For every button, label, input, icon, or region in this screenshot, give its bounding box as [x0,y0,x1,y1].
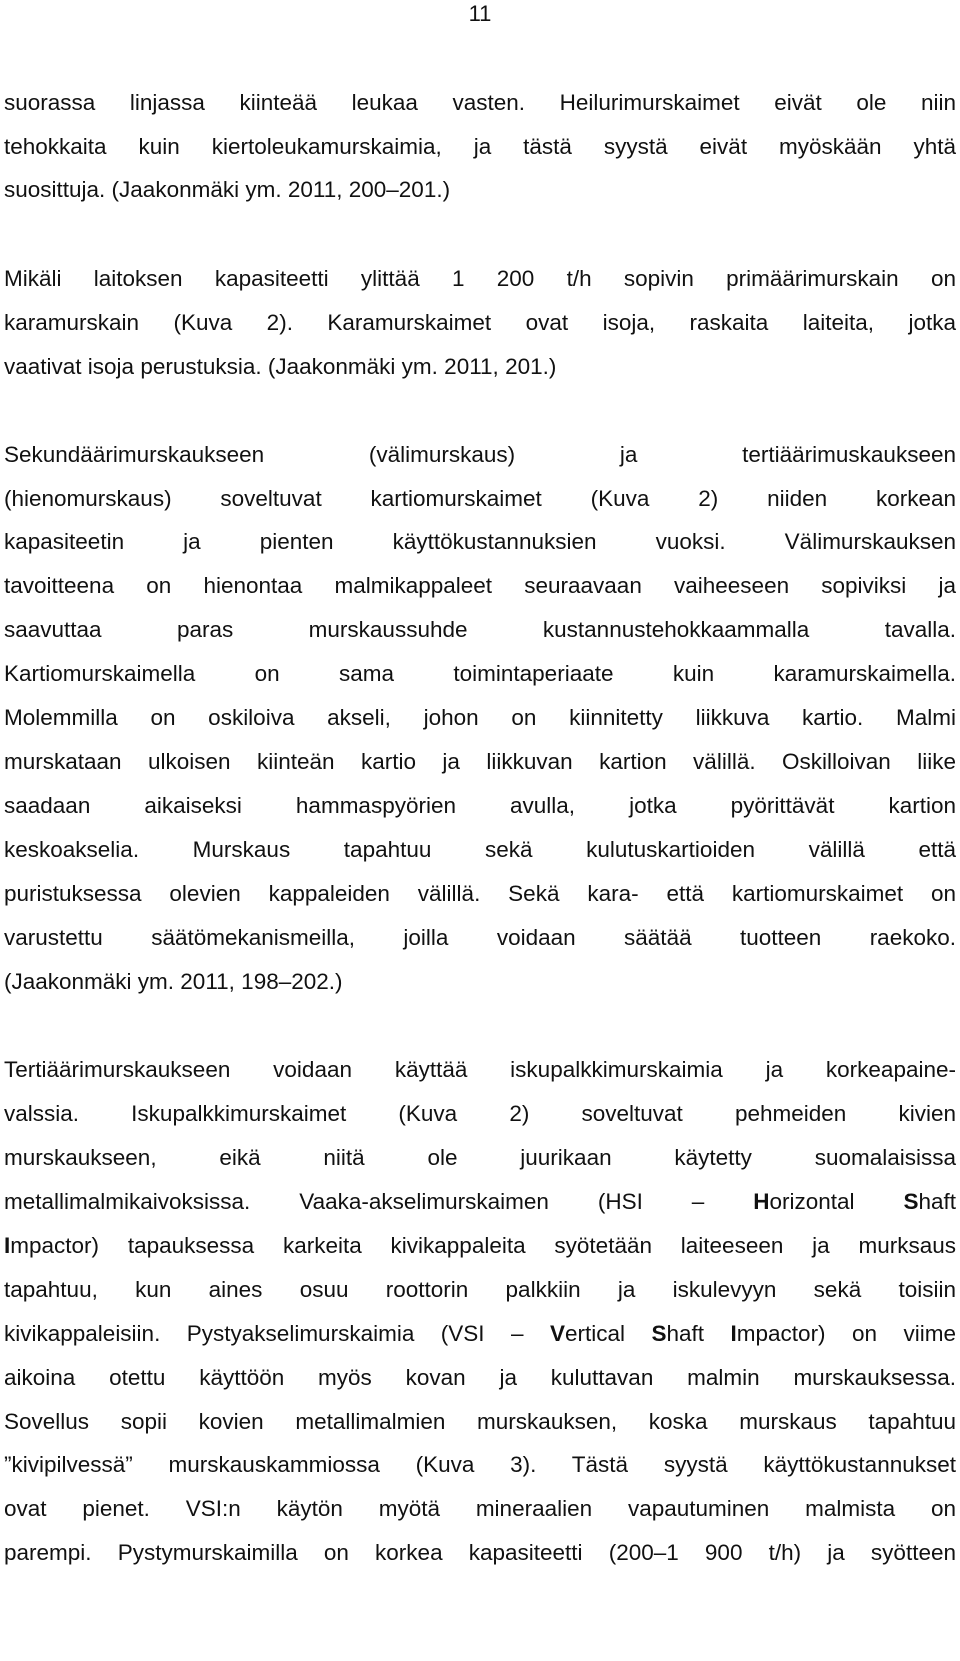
text-line: tehokkaita kuin kiertoleukamurskaimia, ja tästä syystä eivät myöskään yhtä [4,134,956,159]
text-line: suorassa linjassa kiinteää leukaa vasten. Heilurimurskaimet eivät ole niin [4,90,956,115]
text-line: (Jaakonmäki ym. 2011, 198–202.) [4,969,343,994]
text-line: parempi. Pystymurskaimilla on korkea kapasiteetti (200–1 900 t/h) ja syötteen [4,1540,956,1565]
text-line: Tertiäärimurskaukseen voidaan käyttää iskupalkkimurskaimia ja korkeapaine- [4,1057,956,1082]
text-line: murskataan ulkoisen kiinteän kartio ja liikkuvan kartion välillä. Oskilloivan liike [4,749,956,774]
text-line: tapahtuu, kun aines osuu roottorin palkkiin ja iskulevyyn sekä toisiin [4,1277,956,1302]
text-line: saadaan aikaiseksi hammaspyörien avulla, jotka pyörittävät kartion [4,793,956,818]
text-line: vaativat isoja perustuksia. (Jaakonmäki ym. 2011, 201.) [4,354,557,379]
page-number: 11 [468,1,492,26]
text-line: metallimalmikaivoksissa. Vaaka-akselimurskaimen (HSI – Horizontal Shaft [4,1189,957,1214]
text-line: suosittuja. (Jaakonmäki ym. 2011, 200–201.) [4,177,451,202]
text-line: kapasiteetin ja pienten käyttökustannuksien vuoksi. Välimurskauksen [4,529,956,554]
text-line: Impactor) tapauksessa karkeita kivikappaleita syötetään laiteeseen ja murksaus [4,1233,956,1258]
text-line: puristuksessa olevien kappaleiden välillä. Sekä kara- että kartiomurskaimet on [4,881,956,906]
text-line: keskoakselia. Murskaus tapahtuu sekä kulutuskartioiden välillä että [4,837,956,862]
text-line: karamurskain (Kuva 2). Karamurskaimet ovat isoja, raskaita laiteita, jotka [4,310,956,335]
text-line: tavoitteena on hienontaa malmikappaleet seuraavaan vaiheeseen sopiviksi ja [4,573,956,598]
text-line: saavuttaa paras murskaussuhde kustannustehokkaammalla tavalla. [4,617,956,642]
text-line: aikoina otettu käyttöön myös kovan ja kuluttavan malmin murskauksessa. [4,1365,956,1390]
text-line: Mikäli laitoksen kapasiteetti ylittää 1 200 t/h sopivin primäärimurskain on [4,266,956,291]
text-line: valssia. Iskupalkkimurskaimet (Kuva 2) soveltuvat pehmeiden kivien [4,1101,956,1126]
text-line: Sekundäärimurskaukseen (välimurskaus) ja tertiäärimuskaukseen [4,442,956,467]
text-line: (hienomurskaus) soveltuvat kartiomurskaimet (Kuva 2) niiden korkean [4,486,956,511]
text-line: varustettu säätömekanismeilla, joilla voidaan säätää tuotteen raekoko. [4,925,956,950]
text-line: ”kivipilvessä” murskauskammiossa (Kuva 3). Tästä syystä käyttökustannukset [4,1452,956,1477]
text-line: Sovellus sopii kovien metallimalmien murskauksen, koska murskaus tapahtuu [4,1409,956,1434]
text-line: Kartiomurskaimella on sama toimintaperiaate kuin karamurskaimella. [4,661,956,686]
text-line: ovat pienet. VSI:n käytön myötä mineraalien vapautuminen malmista on [4,1496,956,1521]
text-line: kivikappaleisiin. Pystyakselimurskaimia (VSI – Vertical Shaft Impactor) on viime [4,1321,957,1346]
text-line: Molemmilla on oskiloiva akseli, johon on kiinnitetty liikkuva kartio. Malmi [4,705,956,730]
text-line: murskaukseen, eikä niitä ole juurikaan käytetty suomalaisissa [4,1145,956,1170]
